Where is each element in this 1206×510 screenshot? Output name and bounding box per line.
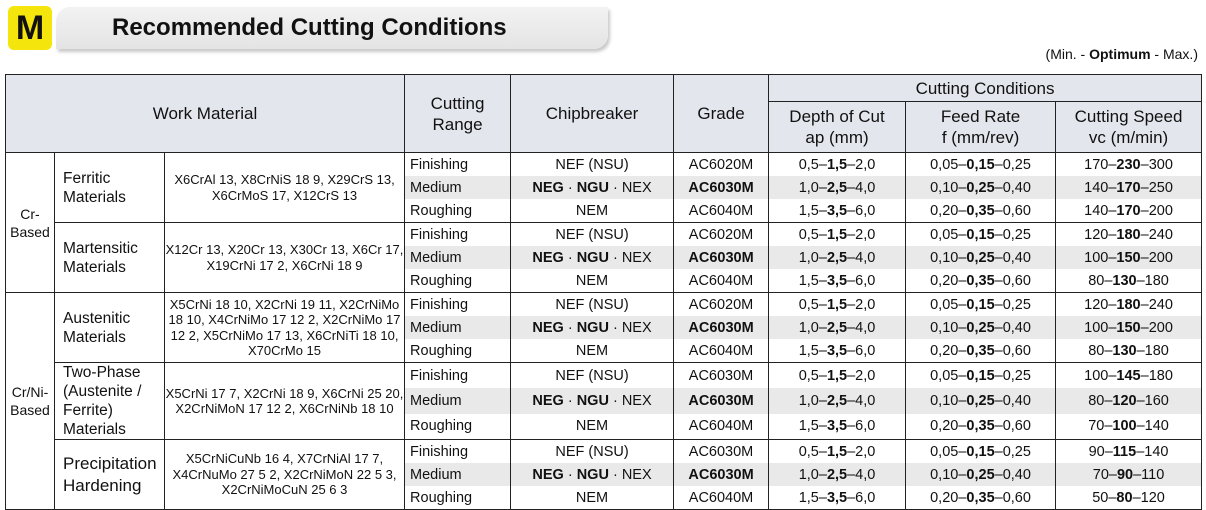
optimum-value: 0,35 [966, 202, 995, 219]
optimum-value: 1,5 [826, 156, 848, 173]
feed-rate-cell: 0,10–0,25–0,40 [906, 176, 1056, 199]
chipbreaker-cell: NEM [511, 199, 674, 223]
separator-dot: · [563, 249, 577, 266]
depth-of-cut-cell: 0,5–1,5–2,0 [769, 293, 906, 317]
header-chipbreaker: Chipbreaker [511, 75, 674, 153]
material-name: Ferritic Materials [55, 153, 165, 223]
optimum-value: 0,25 [966, 179, 995, 196]
optimum-value: 2,5 [826, 249, 848, 266]
cutting-speed-cell: 70–90–110 [1056, 463, 1202, 486]
optimum-value: 2,5 [826, 466, 848, 483]
optimum-value: 230 [1116, 156, 1141, 173]
table-row [6, 223, 1202, 247]
material-group: Cr/Ni-Based [6, 293, 55, 510]
optimum-value: 0,15 [966, 156, 995, 173]
material-designations: X12Cr 13, X20Cr 13, X30Cr 13, X6Cr 17, X19CrNi 17 2, X6CrNi 18 9 [165, 223, 405, 293]
grade-cell: AC6030M [674, 388, 769, 413]
legend-max: - Max.) [1150, 46, 1198, 62]
header-feed-label: Feed Rate [940, 107, 1021, 126]
optimum-value: 80 [1116, 489, 1133, 506]
optimum-value: 100 [1112, 418, 1137, 435]
page-title: Recommended Cutting Conditions [112, 14, 507, 41]
feed-rate-cell: 0,20–0,35–0,60 [906, 199, 1056, 223]
optimum-value: 130 [1112, 342, 1137, 359]
grade-cell: AC6030M [674, 463, 769, 486]
cutting-range-cell: Roughing [405, 269, 511, 293]
depth-of-cut-cell: 1,0–2,5–4,0 [769, 316, 906, 339]
feed-rate-cell: 0,20–0,35–0,60 [906, 339, 1056, 363]
optimum-value: 145 [1116, 367, 1141, 384]
header-speed [1056, 102, 1202, 153]
separator-dot: · [608, 249, 622, 266]
table-row [6, 363, 1202, 389]
optimum-value: 180 [1116, 296, 1141, 313]
optimum-value: 1,5 [826, 367, 848, 384]
grade-cell: AC6020M [674, 153, 769, 177]
material-name: Austenitic Materials [55, 293, 165, 363]
grade-cell: AC6040M [674, 414, 769, 440]
material-designations: X5CrNiCuNb 16 4, X7CrNiAl 17 7, X4CrNuMo 27 5 2, X2CrNiMoN 22 5 3, X2CrNiMoCuN 25 6 3 [165, 440, 405, 510]
optimum-value: 0,25 [966, 466, 995, 483]
chipbreaker-code: NEX [621, 179, 652, 196]
grade-cell: AC6040M [674, 199, 769, 223]
feed-rate-cell: 0,05–0,15–0,25 [906, 223, 1056, 247]
feed-rate-cell: 0,05–0,15–0,25 [906, 363, 1056, 389]
chipbreaker-code: NEX [621, 319, 652, 336]
header-feed-unit: f (mm/rev) [941, 128, 1020, 147]
grade-cell: AC6030M [674, 363, 769, 389]
chipbreaker-code: NGU [576, 466, 609, 483]
depth-of-cut-cell: 0,5–1,5–2,0 [769, 440, 906, 464]
cutting-range-cell: Medium [405, 463, 511, 486]
header-cutting-range [405, 75, 511, 153]
depth-of-cut-cell: 1,5–3,5–6,0 [769, 199, 906, 223]
optimum-value: 3,5 [826, 418, 848, 435]
grade-cell: AC6040M [674, 486, 769, 510]
optimum-value: 2,5 [826, 319, 848, 336]
header-speed-label: Cutting Speed [1074, 107, 1183, 126]
optimum-value: 120 [1112, 392, 1137, 409]
optimum-value: 170 [1116, 202, 1141, 219]
cutting-speed-cell: 90–115–140 [1056, 440, 1202, 464]
optimum-value: 0,15 [966, 226, 995, 243]
optimum-value: 130 [1112, 272, 1137, 289]
optimum-value: 3,5 [826, 272, 848, 289]
feed-rate-cell: 0,20–0,35–0,60 [906, 269, 1056, 293]
chipbreaker-code: NGU [576, 319, 609, 336]
cutting-speed-cell: 170–230–300 [1056, 153, 1202, 177]
legend-min: (Min. - [1045, 46, 1090, 62]
depth-of-cut-cell: 1,5–3,5–6,0 [769, 486, 906, 510]
chipbreaker-cell [511, 176, 674, 199]
cutting-speed-cell: 100–150–200 [1056, 246, 1202, 269]
cutting-range-cell: Roughing [405, 339, 511, 363]
feed-rate-cell: 0,20–0,35–0,60 [906, 414, 1056, 440]
depth-of-cut-cell: 0,5–1,5–2,0 [769, 153, 906, 177]
cutting-conditions-table [5, 74, 1202, 510]
optimum-value: 150 [1116, 249, 1141, 266]
chipbreaker-code: NEX [621, 466, 652, 483]
optimum-value: 2,5 [826, 392, 848, 409]
depth-of-cut-cell: 1,0–2,5–4,0 [769, 176, 906, 199]
optimum-value: 1,5 [826, 443, 848, 460]
optimum-value: 150 [1116, 319, 1141, 336]
chipbreaker-cell: NEF (NSU) [511, 153, 674, 177]
material-group: Cr-Based [6, 153, 55, 293]
feed-rate-cell: 0,10–0,25–0,40 [906, 246, 1056, 269]
optimum-value: 170 [1116, 179, 1141, 196]
optimum-value: 2,5 [826, 179, 848, 196]
feed-rate-cell: 0,20–0,35–0,60 [906, 486, 1056, 510]
grade-cell: AC6040M [674, 339, 769, 363]
cutting-speed-cell: 100–145–180 [1056, 363, 1202, 389]
chipbreaker-code: NEG [532, 466, 564, 483]
cutting-speed-cell: 80–120–160 [1056, 388, 1202, 413]
chipbreaker-cell [511, 388, 674, 413]
cutting-range-cell: Medium [405, 176, 511, 199]
optimum-value: 0,25 [966, 249, 995, 266]
cutting-range-cell: Roughing [405, 414, 511, 440]
depth-of-cut-cell: 1,5–3,5–6,0 [769, 269, 906, 293]
grade-cell: AC6020M [674, 223, 769, 247]
cutting-speed-cell: 50–80–120 [1056, 486, 1202, 510]
chipbreaker-code: NEX [621, 249, 652, 266]
table-row [6, 293, 1202, 317]
feed-rate-cell: 0,10–0,25–0,40 [906, 316, 1056, 339]
cutting-speed-cell: 140–170–250 [1056, 176, 1202, 199]
cutting-range-cell: Medium [405, 246, 511, 269]
optimum-value: 0,35 [966, 272, 995, 289]
separator-dot: · [563, 392, 577, 409]
chipbreaker-cell [511, 316, 674, 339]
header-feed [906, 102, 1056, 153]
optimum-value: 1,5 [826, 226, 848, 243]
grade-cell: AC6020M [674, 293, 769, 317]
separator-dot: · [608, 319, 622, 336]
cutting-range-cell: Finishing [405, 223, 511, 247]
header-depth-label: Depth of Cut [789, 107, 885, 126]
header-speed-unit: vc (m/min) [1088, 128, 1169, 147]
depth-of-cut-cell: 0,5–1,5–2,0 [769, 363, 906, 389]
optimum-value: 115 [1112, 443, 1137, 460]
cutting-speed-cell: 80–130–180 [1056, 339, 1202, 363]
optimum-value: 0,25 [966, 392, 995, 409]
header-depth-unit: ap (mm) [805, 128, 869, 147]
material-name: Martensitic Materials [55, 223, 165, 293]
header-cutting-range-label: Cutting Range [430, 93, 485, 134]
depth-of-cut-cell: 1,5–3,5–6,0 [769, 339, 906, 363]
grade-cell: AC6030M [674, 176, 769, 199]
optimum-value: 0,25 [966, 319, 995, 336]
table-body [6, 153, 1202, 510]
optimum-value: 0,15 [966, 367, 995, 384]
chipbreaker-code: NGU [576, 179, 609, 196]
header-depth [769, 102, 906, 153]
chipbreaker-code: NEG [532, 249, 564, 266]
separator-dot: · [608, 466, 622, 483]
material-name: Precipitation Hardening [55, 440, 165, 510]
material-designations: X6CrAl 13, X8CrNiS 18 9, X29CrS 13, X6CrMoS 17, X12CrS 13 [165, 153, 405, 223]
feed-rate-cell: 0,05–0,15–0,25 [906, 293, 1056, 317]
header-cutting-conditions: Cutting Conditions [769, 75, 1202, 102]
grade-cell: AC6030M [674, 246, 769, 269]
cutting-speed-cell: 120–180–240 [1056, 223, 1202, 247]
optimum-value: 1,5 [826, 296, 848, 313]
chipbreaker-cell [511, 463, 674, 486]
depth-of-cut-cell: 0,5–1,5–2,0 [769, 223, 906, 247]
table-row [6, 440, 1202, 464]
chipbreaker-cell: NEF (NSU) [511, 223, 674, 247]
chipbreaker-cell: NEF (NSU) [511, 293, 674, 317]
section-badge: M [8, 6, 52, 50]
separator-dot: · [563, 319, 577, 336]
table-row [6, 153, 1202, 177]
chipbreaker-code: NEG [532, 319, 564, 336]
depth-of-cut-cell: 1,0–2,5–4,0 [769, 246, 906, 269]
chipbreaker-code: NGU [576, 392, 609, 409]
cutting-range-cell: Medium [405, 388, 511, 413]
depth-of-cut-cell: 1,0–2,5–4,0 [769, 388, 906, 413]
chipbreaker-cell: NEF (NSU) [511, 363, 674, 389]
optimum-value: 0,35 [966, 342, 995, 359]
separator-dot: · [608, 179, 622, 196]
material-designations: X5CrNi 17 7, X2CrNi 18 9, X6CrNi 25 20, X2CrNiMoN 17 12 2, X6CrNiNb 18 10 [165, 363, 405, 440]
feed-rate-cell: 0,10–0,25–0,40 [906, 463, 1056, 486]
separator-dot: · [563, 179, 577, 196]
depth-of-cut-cell: 1,0–2,5–4,0 [769, 463, 906, 486]
chipbreaker-cell: NEF (NSU) [511, 440, 674, 464]
cutting-speed-cell: 70–100–140 [1056, 414, 1202, 440]
optimum-value: 3,5 [826, 342, 848, 359]
header-grade: Grade [674, 75, 769, 153]
cutting-range-cell: Roughing [405, 199, 511, 223]
optimum-value: 0,15 [966, 443, 995, 460]
legend-optimum: Optimum [1089, 46, 1151, 62]
feed-rate-cell: 0,05–0,15–0,25 [906, 440, 1056, 464]
chipbreaker-cell: NEM [511, 414, 674, 440]
chipbreaker-cell: NEM [511, 269, 674, 293]
material-designations: X5CrNi 18 10, X2CrNi 19 11, X2CrNiMo 18 10, X4CrNiMo 17 12 2, X2CrNiMo 17 12 2, X5CrNiMo 17 13, X6CrNiTi 18 10, X70CrMo 15 [165, 293, 405, 363]
separator-dot: · [608, 392, 622, 409]
optimum-value: 180 [1116, 226, 1141, 243]
cutting-speed-cell: 80–130–180 [1056, 269, 1202, 293]
optimum-value: 0,15 [966, 296, 995, 313]
chipbreaker-code: NEX [621, 392, 652, 409]
depth-of-cut-cell: 1,5–3,5–6,0 [769, 414, 906, 440]
feed-rate-cell: 0,10–0,25–0,40 [906, 388, 1056, 413]
cutting-range-cell: Finishing [405, 153, 511, 177]
cutting-speed-cell: 100–150–200 [1056, 316, 1202, 339]
optimum-value: 90 [1116, 466, 1134, 483]
cutting-range-cell: Finishing [405, 363, 511, 389]
chipbreaker-cell: NEM [511, 339, 674, 363]
grade-cell: AC6030M [674, 440, 769, 464]
cutting-range-cell: Finishing [405, 293, 511, 317]
chipbreaker-cell: NEM [511, 486, 674, 510]
cutting-speed-cell: 120–180–240 [1056, 293, 1202, 317]
grade-cell: AC6040M [674, 269, 769, 293]
cutting-range-cell: Roughing [405, 486, 511, 510]
separator-dot: · [563, 466, 577, 483]
chipbreaker-code: NEG [532, 392, 564, 409]
optimum-value: 0,35 [966, 489, 995, 506]
cutting-speed-cell: 140–170–200 [1056, 199, 1202, 223]
material-name: Two-Phase (Austenite / Ferrite) Materials [55, 363, 165, 440]
chipbreaker-cell [511, 246, 674, 269]
chipbreaker-code: NGU [576, 249, 609, 266]
grade-cell: AC6030M [674, 316, 769, 339]
feed-rate-cell: 0,05–0,15–0,25 [906, 153, 1056, 177]
optimum-value: 0,35 [966, 418, 995, 435]
optimum-value: 3,5 [826, 202, 848, 219]
optimum-value: 3,5 [826, 489, 848, 506]
header-work-material: Work Material [6, 75, 405, 153]
cutting-range-cell: Finishing [405, 440, 511, 464]
range-legend [1046, 46, 1198, 62]
cutting-range-cell: Medium [405, 316, 511, 339]
chipbreaker-code: NEG [532, 179, 564, 196]
